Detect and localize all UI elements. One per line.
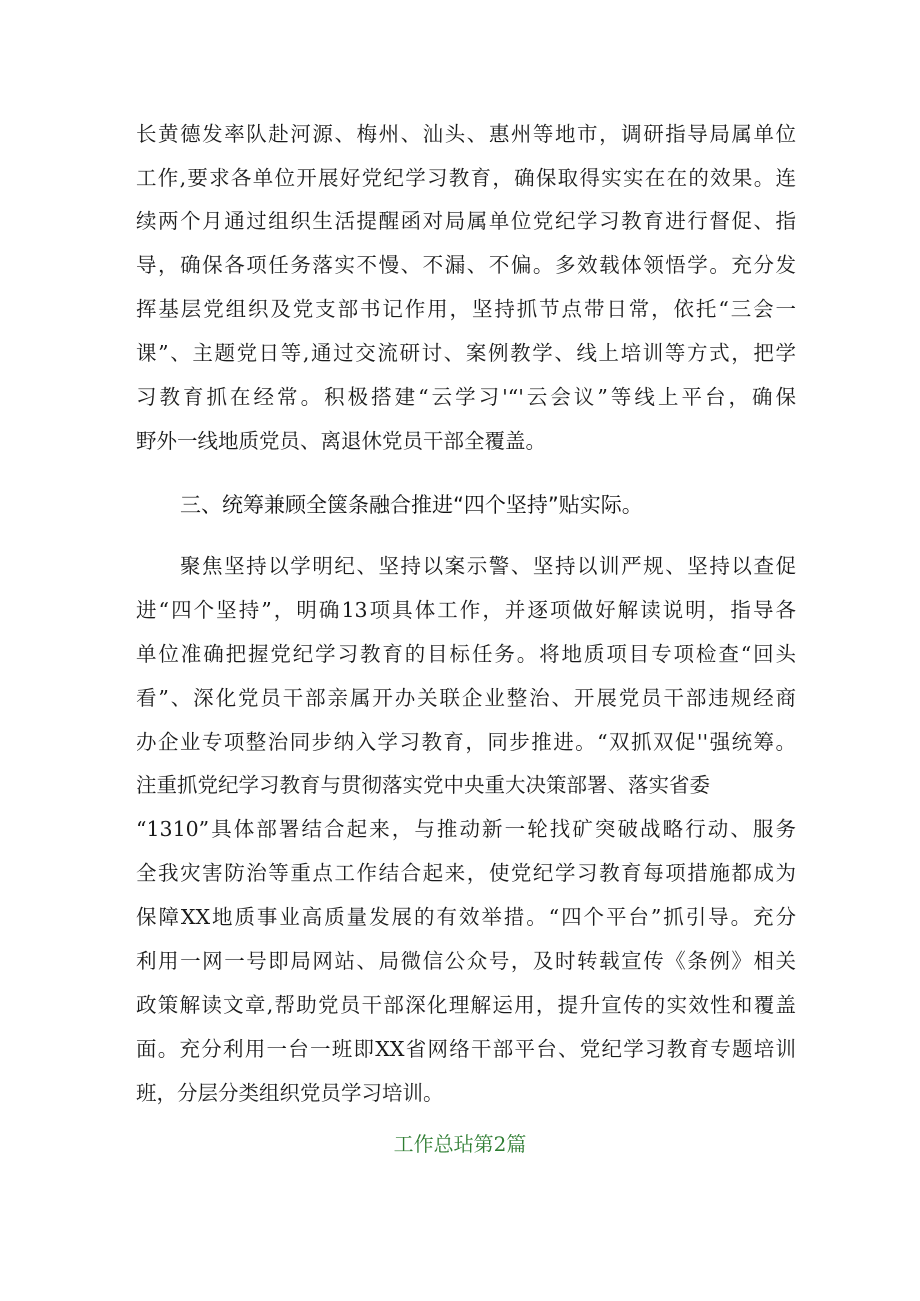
section-heading: 三、统筹兼顾全箧条融合推进“四个坚持”贴实际。 — [180, 493, 643, 517]
paragraph-line: 利用一网一号即局网站、局微信公众号，及时转载宣传《条例》相关 — [136, 949, 796, 973]
paragraph-line: 续两个月通过组织生活提醒函对局属单位党纪学习教育进行督促、指 — [136, 209, 796, 233]
paragraph-line: 野外一线地质党员、离退休党员干部全覆盖。 — [136, 429, 546, 453]
paragraph-line: 注重抓党纪学习教育与贯彻落实党中央重大决策部署、落实省委 — [136, 773, 710, 797]
paragraph-line: 工作,要求各单位开展好党纪学习教育，确保取得实实在在的效果。连 — [136, 166, 796, 190]
paragraph-line: 保障XX地质事业高质量发展的有效举措。“四个平台”抓引导。充分 — [136, 905, 796, 929]
paragraph-line: 进“四个坚持”，明确13项具体工作，并逐项做好解读说明，指导各 — [136, 598, 796, 622]
paragraph-line: 班，分层分类组织党员学习培训。 — [136, 1081, 444, 1105]
paragraph-line: 课”、主题党日等,通过交流研讨、案例教学、线上培训等方式，把学 — [136, 341, 796, 365]
paragraph-line: 面。充分利用一台一班即XX省网络干部平台、党纪学习教育专题培训 — [136, 1037, 796, 1061]
paragraph-line: 全我灾害防治等重点工作结合起来，使党纪学习教育每项措施都成为 — [136, 861, 796, 885]
paragraph-line: 导，确保各项任务落实不慢、不漏、不偏。多效载体领悟学。充分发 — [136, 253, 796, 277]
paragraph-line: 政策解读文章,帮助党员干部深化理解运用，提升宣传的实效性和覆盖 — [136, 993, 796, 1017]
paragraph-line: 单位准确把握党纪学习教育的目标任务。将地质项目专项检查“回头 — [136, 642, 796, 666]
paragraph-line: “1310”具体部署结合起来，与推动新一轮找矿突破战略行动、服务 — [136, 817, 796, 841]
paragraph-line: 看”、深化党员干部亲属开办关联企业整治、开展党员干部违规经商 — [136, 686, 796, 710]
paragraph-line: 习教育抓在经常。积极搭建“云学习'“'云会议”等线上平台，确保 — [136, 385, 796, 409]
article-title: 工作总玷第2篇 — [393, 1132, 527, 1156]
paragraph-line: 长黄德发率队赴河源、梅州、汕头、惠州等地市，调研指导局属单位 — [136, 122, 796, 146]
paragraph-line: 挥基层党组织及党支部书记作用，坚持抓节点带日常，依托“三会一 — [136, 297, 796, 321]
paragraph-line: 办企业专项整治同步纳入学习教育，同步推进。“双抓双促''强统筹。 — [136, 730, 796, 754]
paragraph-line: 聚焦坚持以学明纪、坚持以案示警、坚持以训严规、坚持以查促 — [180, 554, 796, 578]
